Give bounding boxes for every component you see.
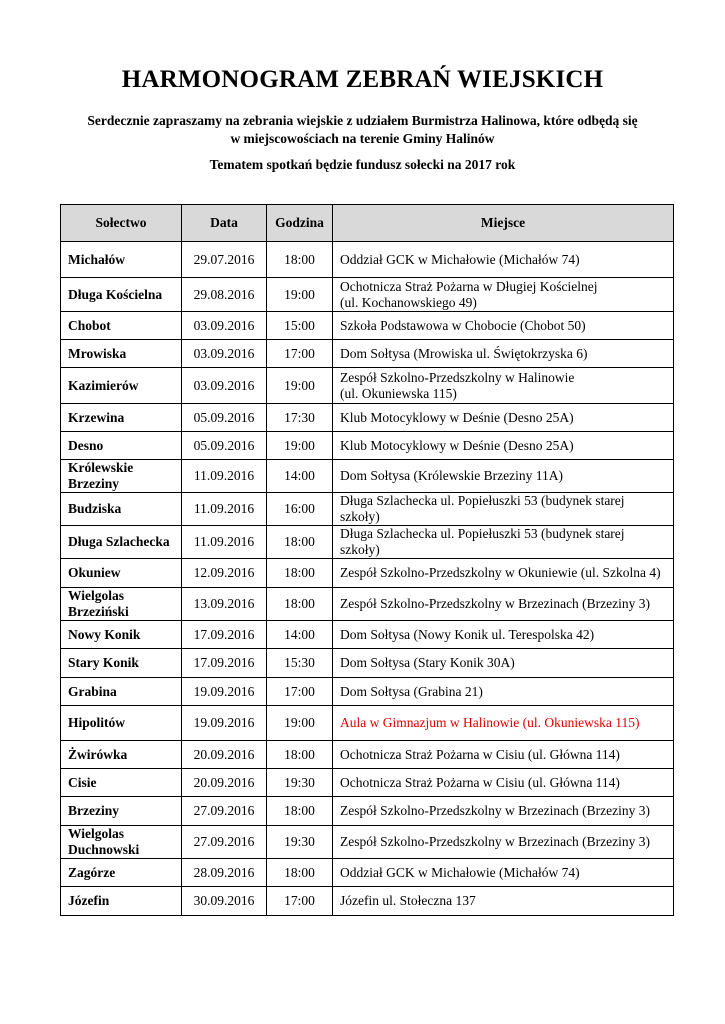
cell-miejsce: Dom Sołtysa (Stary Konik 30A) [333, 649, 674, 678]
table-row [61, 526, 674, 559]
cell-data: 20.09.2016 [182, 741, 267, 769]
cell-godzina: 19:00 [267, 432, 333, 460]
cell-godzina: 18:00 [267, 588, 333, 621]
cell-solectwo: Kazimierów [61, 368, 182, 404]
cell-miejsce: Zespół Szkolno-Przedszkolny w Brzezinach (Brzeziny 3) [333, 588, 674, 621]
cell-miejsce: Ochotnicza Straż Pożarna w Cisiu (ul. Główna 114) [333, 769, 674, 797]
cell-data: 12.09.2016 [182, 559, 267, 588]
cell-solectwo: Długa Szlachecka [61, 526, 182, 559]
table-row [61, 278, 674, 312]
cell-solectwo: Żwirówka [61, 741, 182, 769]
header-data: Data [182, 205, 267, 242]
table-row [61, 649, 674, 678]
cell-solectwo: Hipolitów [61, 706, 182, 741]
cell-data: 03.09.2016 [182, 368, 267, 404]
cell-godzina: 18:00 [267, 242, 333, 278]
cell-solectwo: Michałów [61, 242, 182, 278]
cell-solectwo: Brzeziny [61, 797, 182, 826]
cell-godzina: 16:00 [267, 493, 333, 526]
cell-solectwo: Krzewina [61, 404, 182, 432]
cell-data: 17.09.2016 [182, 621, 267, 649]
cell-miejsce: Zespół Szkolno-Przedszkolny w Brzezinach (Brzeziny 3) [333, 826, 674, 859]
table-row [61, 678, 674, 706]
cell-solectwo: Wielgolas Duchnowski [61, 826, 182, 859]
cell-miejsce: Ochotnicza Straż Pożarna w Długiej Kościelnej (ul. Kochanowskiego 49) [333, 278, 674, 312]
cell-godzina: 18:00 [267, 741, 333, 769]
cell-godzina: 19:00 [267, 368, 333, 404]
header-godzina: Godzina [267, 205, 333, 242]
cell-miejsce: Dom Sołtysa (Królewskie Brzeziny 11A) [333, 460, 674, 493]
cell-data: 19.09.2016 [182, 678, 267, 706]
cell-godzina: 19:30 [267, 769, 333, 797]
cell-miejsce: Oddział GCK w Michałowie (Michałów 74) [333, 859, 674, 887]
table-row [61, 559, 674, 588]
cell-miejsce: Zespół Szkolno-Przedszkolny w Brzezinach (Brzeziny 3) [333, 797, 674, 826]
table-header-row [61, 205, 674, 242]
cell-miejsce: Oddział GCK w Michałowie (Michałów 74) [333, 242, 674, 278]
cell-godzina: 18:00 [267, 559, 333, 588]
table-body [61, 242, 674, 916]
table-row [61, 493, 674, 526]
table-row [61, 621, 674, 649]
cell-solectwo: Józefin [61, 887, 182, 916]
cell-solectwo: Nowy Konik [61, 621, 182, 649]
header-solectwo: Sołectwo [61, 205, 182, 242]
cell-data: 11.09.2016 [182, 493, 267, 526]
cell-solectwo: Desno [61, 432, 182, 460]
cell-miejsce: Józefin ul. Stołeczna 137 [333, 887, 674, 916]
invitation-line-2: w miejscowościach na terenie Gminy Halinów [230, 131, 495, 146]
cell-miejsce: Ochotnicza Straż Pożarna w Cisiu (ul. Główna 114) [333, 741, 674, 769]
table-row [61, 706, 674, 741]
cell-data: 11.09.2016 [182, 460, 267, 493]
cell-miejsce: Dom Sołtysa (Grabina 21) [333, 678, 674, 706]
cell-solectwo: Chobot [61, 312, 182, 340]
table-row [61, 769, 674, 797]
cell-data: 19.09.2016 [182, 706, 267, 741]
cell-godzina: 19:30 [267, 826, 333, 859]
table-row [61, 588, 674, 621]
cell-solectwo: Mrowiska [61, 340, 182, 368]
cell-miejsce: Dom Sołtysa (Nowy Konik ul. Terespolska 42) [333, 621, 674, 649]
cell-godzina: 19:00 [267, 278, 333, 312]
cell-miejsce: Klub Motocyklowy w Deśnie (Desno 25A) [333, 404, 674, 432]
invitation-text [0, 112, 725, 148]
cell-data: 28.09.2016 [182, 859, 267, 887]
cell-solectwo: Długa Kościelna [61, 278, 182, 312]
cell-data: 20.09.2016 [182, 769, 267, 797]
cell-godzina: 17:30 [267, 404, 333, 432]
table-row [61, 741, 674, 769]
cell-data: 11.09.2016 [182, 526, 267, 559]
cell-solectwo: Grabina [61, 678, 182, 706]
table-row [61, 797, 674, 826]
table-row [61, 460, 674, 493]
cell-solectwo: Okuniew [61, 559, 182, 588]
cell-data: 29.08.2016 [182, 278, 267, 312]
cell-godzina: 18:00 [267, 526, 333, 559]
table-row [61, 242, 674, 278]
cell-godzina: 18:00 [267, 797, 333, 826]
cell-godzina: 14:00 [267, 621, 333, 649]
cell-miejsce: Klub Motocyklowy w Deśnie (Desno 25A) [333, 432, 674, 460]
cell-data: 03.09.2016 [182, 340, 267, 368]
table-row [61, 826, 674, 859]
cell-miejsce: Aula w Gimnazjum w Halinowie (ul. Okuniewska 115) [333, 706, 674, 741]
cell-godzina: 18:00 [267, 859, 333, 887]
cell-godzina: 19:00 [267, 706, 333, 741]
page-title: HARMONOGRAM ZEBRAŃ WIEJSKICH [121, 66, 604, 93]
cell-solectwo: Cisie [61, 769, 182, 797]
cell-godzina: 17:00 [267, 340, 333, 368]
cell-solectwo: Zagórze [61, 859, 182, 887]
cell-miejsce: Zespół Szkolno-Przedszkolny w Okuniewie (ul. Szkolna 4) [333, 559, 674, 588]
cell-godzina: 15:30 [267, 649, 333, 678]
cell-solectwo: Wielgolas Brzeziński [61, 588, 182, 621]
invitation-line-1: Serdecznie zapraszamy na zebrania wiejskie z udziałem Burmistrza Halinowa, które odbędą się [87, 113, 638, 128]
cell-miejsce: Długa Szlachecka ul. Popiełuszki 53 (budynek starej szkoły) [333, 493, 674, 526]
table-row [61, 404, 674, 432]
cell-godzina: 17:00 [267, 678, 333, 706]
cell-miejsce: Dom Sołtysa (Mrowiska ul. Świętokrzyska 6) [333, 340, 674, 368]
table-row [61, 432, 674, 460]
schedule-table [60, 204, 674, 916]
cell-godzina: 17:00 [267, 887, 333, 916]
cell-miejsce: Długa Szlachecka ul. Popiełuszki 53 (budynek starej szkoły) [333, 526, 674, 559]
cell-miejsce: Szkoła Podstawowa w Chobocie (Chobot 50) [333, 312, 674, 340]
cell-godzina: 14:00 [267, 460, 333, 493]
cell-miejsce: Zespół Szkolno-Przedszkolny w Halinowie (ul. Okuniewska 115) [333, 368, 674, 404]
cell-data: 17.09.2016 [182, 649, 267, 678]
table-row [61, 340, 674, 368]
cell-data: 03.09.2016 [182, 312, 267, 340]
cell-solectwo: Budziska [61, 493, 182, 526]
cell-data: 27.09.2016 [182, 826, 267, 859]
table-row [61, 312, 674, 340]
cell-data: 13.09.2016 [182, 588, 267, 621]
cell-data: 05.09.2016 [182, 404, 267, 432]
table-row [61, 887, 674, 916]
header-miejsce: Miejsce [333, 205, 674, 242]
cell-solectwo: Królewskie Brzeziny [61, 460, 182, 493]
cell-data: 29.07.2016 [182, 242, 267, 278]
cell-data: 30.09.2016 [182, 887, 267, 916]
cell-solectwo: Stary Konik [61, 649, 182, 678]
cell-godzina: 15:00 [267, 312, 333, 340]
meeting-topic: Tematem spotkań będzie fundusz sołecki na 2017 rok [209, 157, 516, 172]
cell-data: 27.09.2016 [182, 797, 267, 826]
table-row [61, 368, 674, 404]
table-row [61, 859, 674, 887]
cell-data: 05.09.2016 [182, 432, 267, 460]
